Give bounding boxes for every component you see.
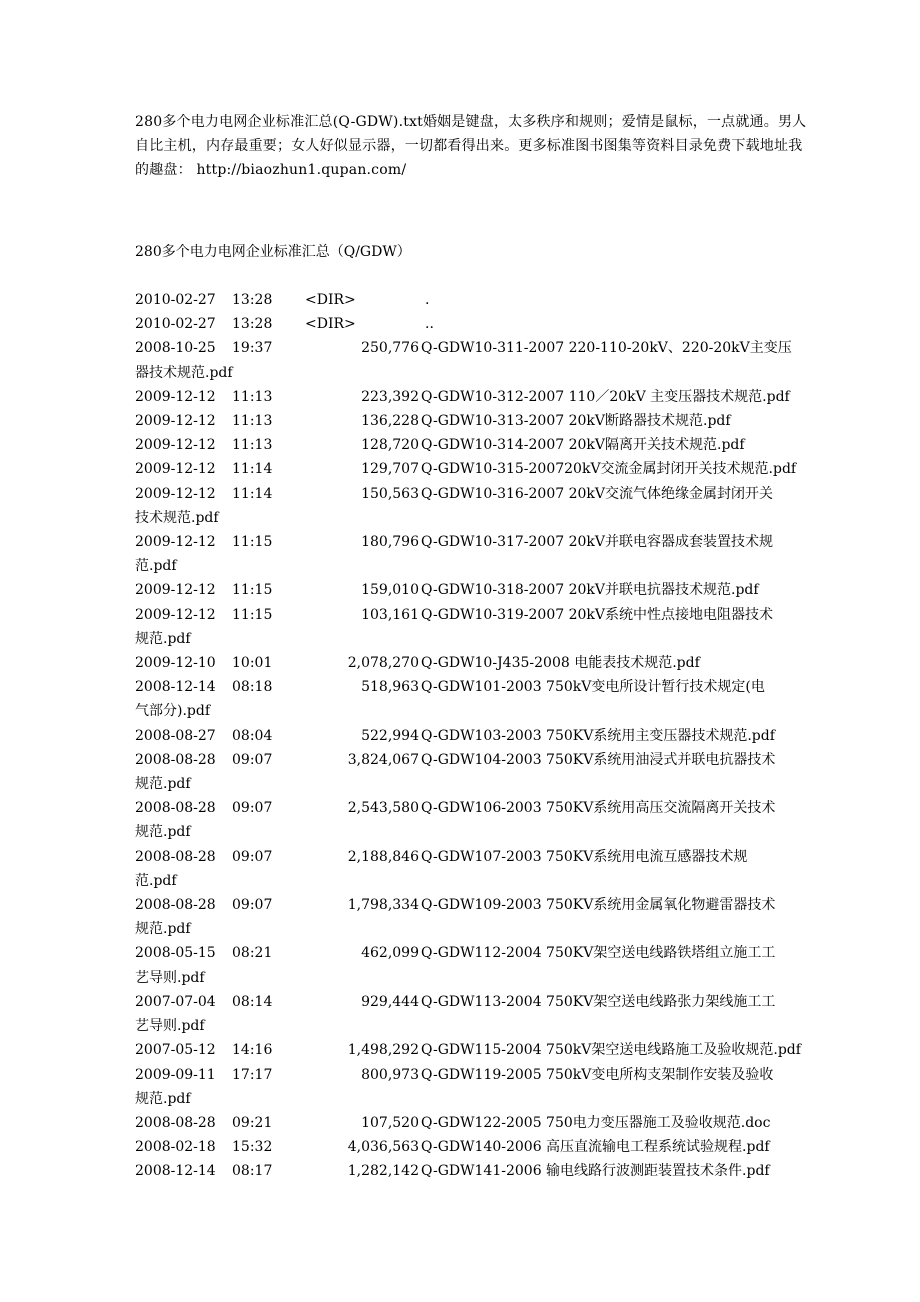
file-date: 2008-08-28 (135, 800, 216, 817)
file-date: 2009-12-10 (135, 655, 216, 672)
file-name: Q-GDW10-J435-2008 电能表技术规范.pdf (421, 655, 700, 672)
listing-title: 280多个电力电网企业标准汇总（Q/GDW） (135, 244, 411, 260)
file-size: 250,776 (361, 340, 419, 357)
file-name: Q-GDW10-317-2007 20kV并联电容器成套装置技术规 (421, 534, 774, 551)
dir-date: 2010-02-27 (135, 316, 216, 333)
file-date: 2008-08-27 (135, 727, 216, 744)
file-size: 129,707 (361, 461, 419, 478)
file-date: 2008-08-28 (135, 848, 216, 865)
file-size: 4,036,563 (347, 1139, 419, 1156)
file-row (135, 1111, 815, 1135)
file-name-continued: 气部分).pdf (135, 703, 211, 720)
file-date: 2009-12-12 (135, 582, 216, 599)
file-date: 2009-12-12 (135, 461, 216, 478)
file-name: Q-GDW104-2003 750KV系统用油浸式并联电抗器技术 (421, 751, 776, 768)
file-time: 11:15 (232, 582, 273, 599)
file-name-continued: 规范.pdf (135, 630, 191, 647)
file-name: Q-GDW10-311-2007 220-110-20kV、220-20kV主变压 (421, 340, 792, 357)
file-row (135, 578, 815, 602)
file-name: Q-GDW140-2006 高压直流输电工程系统试验规程.pdf (421, 1139, 770, 1156)
file-time: 08:17 (232, 1163, 273, 1180)
file-time: 11:14 (232, 461, 273, 478)
file-time: 11:13 (232, 413, 273, 430)
file-name-continued: 艺导则.pdf (135, 969, 205, 986)
file-date: 2008-05-15 (135, 945, 216, 962)
file-time: 11:15 (232, 534, 273, 551)
dir-row (135, 312, 815, 336)
file-time: 09:07 (232, 848, 273, 865)
file-name: Q-GDW103-2003 750KV系统用主变压器技术规范.pdf (421, 727, 775, 744)
file-size: 462,099 (361, 945, 419, 962)
file-size: 1,282,142 (347, 1163, 419, 1180)
file-name: Q-GDW109-2003 750KV系统用金属氧化物避雷器技术 (421, 897, 776, 914)
file-time: 09:07 (232, 800, 273, 817)
file-name: Q-GDW141-2006 输电线路行波测距装置技术条件.pdf (421, 1163, 770, 1180)
dir-name: .. (425, 316, 434, 333)
file-date: 2008-08-28 (135, 751, 216, 768)
file-name-continued: 技术规范.pdf (135, 509, 219, 526)
file-time: 14:16 (232, 1042, 273, 1059)
file-name: Q-GDW10-315-200720kV交流金属封闭开关技术规范.pdf (421, 461, 797, 478)
file-name-continued: 范.pdf (135, 872, 177, 889)
file-time: 09:07 (232, 751, 273, 768)
document-page (135, 110, 815, 1184)
file-size: 150,563 (361, 485, 419, 502)
file-size: 159,010 (361, 582, 419, 599)
file-name: Q-GDW10-319-2007 20kV系统中性点接地电阻器技术 (421, 606, 774, 623)
file-name-continued: 规范.pdf (135, 1090, 191, 1107)
file-row (135, 748, 815, 796)
file-size: 1,798,334 (347, 897, 419, 914)
dir-type: <DIR> (305, 316, 356, 333)
file-name: Q-GDW10-312-2007 110／20kV 主变压器技术规范.pdf (421, 388, 790, 405)
file-size: 103,161 (361, 606, 419, 623)
file-date: 2008-08-28 (135, 1114, 216, 1131)
file-row (135, 1063, 815, 1111)
file-time: 09:21 (232, 1114, 273, 1131)
file-date: 2008-02-18 (135, 1139, 216, 1156)
file-name: Q-GDW10-316-2007 20kV交流气体绝缘金属封闭开关 (421, 485, 774, 502)
file-size: 223,392 (361, 388, 419, 405)
file-size: 107,520 (361, 1114, 419, 1131)
file-row (135, 1159, 815, 1183)
dir-row (135, 288, 815, 312)
file-date: 2009-09-11 (135, 1066, 216, 1083)
file-time: 08:04 (232, 727, 273, 744)
file-date: 2008-12-14 (135, 1163, 216, 1180)
file-row (135, 385, 815, 409)
file-date: 2009-12-12 (135, 534, 216, 551)
file-rows (135, 336, 815, 1183)
file-row (135, 1135, 815, 1159)
file-name: Q-GDW107-2003 750KV系统用电流互感器技术规 (421, 848, 748, 865)
file-time: 08:14 (232, 993, 273, 1010)
file-date: 2008-10-25 (135, 340, 216, 357)
file-size: 2,543,580 (347, 800, 419, 817)
intro-paragraph: 280多个电力电网企业标准汇总(Q-GDW).txt婚姻是键盘，太多秩序和规则；爱情是鼠标，一点就通。男人自比主机，内存最重要；女人好似显示器，一切都看得出来。更多标准图书图集等资料目录免费下载地址我的趣盘： http://biaozhun1.qupan.com/ (135, 114, 807, 178)
file-time: 15:32 (232, 1139, 273, 1156)
file-name: Q-GDW10-318-2007 20kV并联电抗器技术规范.pdf (421, 582, 759, 599)
file-date: 2008-08-28 (135, 897, 216, 914)
file-time: 08:21 (232, 945, 273, 962)
file-size: 136,228 (361, 413, 419, 430)
file-name: Q-GDW106-2003 750KV系统用高压交流隔离开关技术 (421, 800, 776, 817)
dir-date: 2010-02-27 (135, 292, 216, 308)
file-size: 929,444 (361, 993, 419, 1010)
file-date: 2007-07-04 (135, 993, 216, 1010)
dir-time: 13:28 (232, 292, 273, 308)
file-row (135, 409, 815, 433)
dir-name: . (425, 292, 430, 308)
file-time: 11:15 (232, 606, 273, 623)
dir-time: 13:28 (232, 316, 273, 333)
file-name: Q-GDW101-2003 750kV变电所设计暂行技术规定(电 (421, 679, 765, 696)
file-row (135, 482, 815, 530)
file-name: Q-GDW122-2005 750电力变压器施工及验收规范.doc (421, 1114, 771, 1131)
file-row (135, 941, 815, 989)
file-name-continued: 艺导则.pdf (135, 1018, 205, 1035)
file-row (135, 651, 815, 675)
file-name: Q-GDW10-313-2007 20kV断路器技术规范.pdf (421, 413, 731, 430)
file-row (135, 1038, 815, 1062)
file-time: 09:07 (232, 897, 273, 914)
file-row (135, 675, 815, 723)
file-size: 3,824,067 (347, 751, 419, 768)
file-size: 1,498,292 (347, 1042, 419, 1059)
file-name: Q-GDW10-314-2007 20kV隔离开关技术规范.pdf (421, 437, 745, 454)
file-date: 2007-05-12 (135, 1042, 216, 1059)
file-name-continued: 器技术规范.pdf (135, 364, 233, 381)
file-size: 800,973 (361, 1066, 419, 1083)
file-time: 11:13 (232, 388, 273, 405)
file-date: 2009-12-12 (135, 388, 216, 405)
file-row (135, 990, 815, 1038)
file-name-continued: 规范.pdf (135, 921, 191, 938)
file-row (135, 893, 815, 941)
file-row (135, 796, 815, 844)
file-name-continued: 规范.pdf (135, 824, 191, 841)
file-name: Q-GDW112-2004 750KV架空送电线路铁塔组立施工工 (421, 945, 776, 962)
file-row (135, 336, 815, 384)
dir-type: <DIR> (305, 292, 356, 308)
file-date: 2009-12-12 (135, 606, 216, 623)
file-name: Q-GDW115-2004 750kV架空送电线路施工及验收规范.pdf (421, 1042, 801, 1059)
file-name: Q-GDW119-2005 750kV变电所构支架制作安装及验收 (421, 1066, 774, 1083)
file-size: 180,796 (361, 534, 419, 551)
file-row (135, 433, 815, 457)
file-date: 2009-12-12 (135, 437, 216, 454)
file-name-continued: 范.pdf (135, 558, 177, 575)
file-size: 2,078,270 (347, 655, 419, 672)
file-time: 11:14 (232, 485, 273, 502)
file-time: 11:13 (232, 437, 273, 454)
file-time: 10:01 (232, 655, 273, 672)
file-name: Q-GDW113-2004 750KV架空送电线路张力架线施工工 (421, 993, 776, 1010)
file-date: 2008-12-14 (135, 679, 216, 696)
file-row (135, 603, 815, 651)
file-listing (135, 288, 815, 1184)
file-time: 17:17 (232, 1066, 273, 1083)
file-size: 2,188,846 (347, 848, 419, 865)
file-date: 2009-12-12 (135, 485, 216, 502)
file-name-continued: 规范.pdf (135, 776, 191, 793)
file-size: 518,963 (361, 679, 419, 696)
file-time: 08:18 (232, 679, 273, 696)
file-row (135, 724, 815, 748)
file-size: 128,720 (361, 437, 419, 454)
file-date: 2009-12-12 (135, 413, 216, 430)
file-row (135, 457, 815, 481)
file-size: 522,994 (361, 727, 419, 744)
file-row (135, 530, 815, 578)
file-time: 19:37 (232, 340, 273, 357)
file-row (135, 845, 815, 893)
